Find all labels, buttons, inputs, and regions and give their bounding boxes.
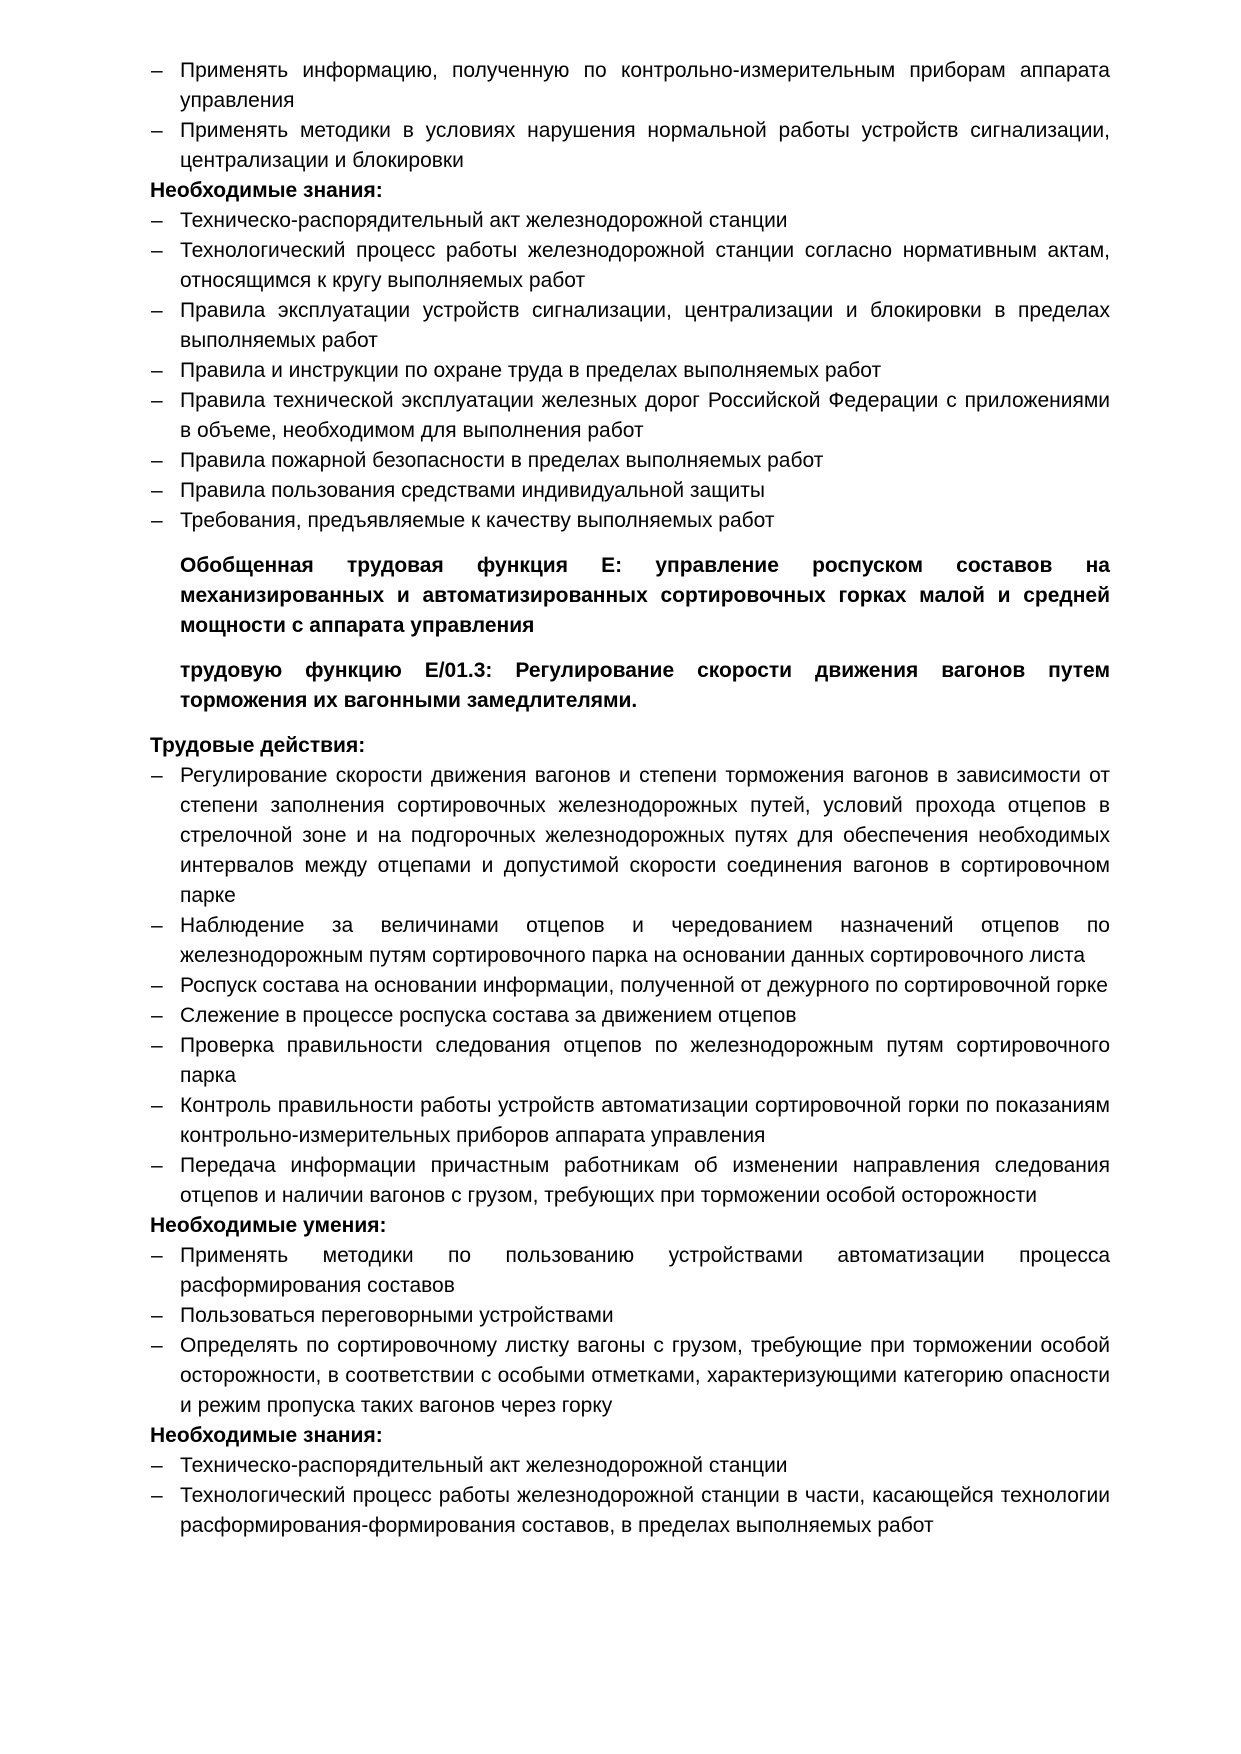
bullet-item bbox=[150, 206, 1110, 236]
bullet-item bbox=[150, 1301, 1110, 1331]
bullet-item bbox=[150, 1091, 1110, 1151]
document-page bbox=[150, 56, 1110, 1541]
section-label: Необходимые знания: bbox=[150, 179, 383, 202]
bullet-item bbox=[150, 446, 1110, 476]
bullet-item bbox=[150, 1331, 1110, 1421]
bullet-text: Правила пожарной безопасности в пределах выполняемых работ bbox=[180, 449, 824, 472]
bullet-item bbox=[150, 1001, 1110, 1031]
bullet-item bbox=[150, 476, 1110, 506]
bold-heading: Обобщенная трудовая функция Е: управление роспуском составов на механизированных и автоматизированных сортировочных горках малой и средней мощности с аппарата управления bbox=[180, 554, 1110, 637]
bullet-item bbox=[150, 56, 1110, 116]
bullet-text: Регулирование скорости движения вагонов и степени торможения вагонов в зависимости от степени заполнения сортировочных железнодорожных путей, условий прохода отцепов в стрелочной зоне и на подгорочных железнодорожных путях для обеспечения необходимых интервалов между отцепами и допустимой скорости соединения вагонов в сортировочном парке bbox=[180, 764, 1110, 907]
bullet-marker: – bbox=[151, 509, 163, 532]
bullet-marker: – bbox=[151, 1094, 163, 1117]
section-label: Необходимые знания: bbox=[150, 1424, 383, 1447]
bullet-text: Роспуск состава на основании информации, полученной от дежурного по сортировочной горке bbox=[180, 974, 1108, 997]
bullet-item bbox=[150, 506, 1110, 536]
bullet-text: Технологический процесс работы железнодорожной станции согласно нормативным актам, относящимся к кругу выполняемых работ bbox=[180, 239, 1110, 292]
bullet-item bbox=[150, 1151, 1110, 1211]
paragraph-spacer bbox=[150, 536, 1110, 551]
bullet-marker: – bbox=[151, 449, 163, 472]
bullet-text: Слежение в процессе роспуска состава за движением отцепов bbox=[180, 1004, 797, 1027]
bullet-item bbox=[150, 1481, 1110, 1541]
bullet-text: Правила пользования средствами индивидуальной защиты bbox=[180, 479, 765, 502]
bullet-marker: – bbox=[151, 1484, 163, 1507]
bold-heading: трудовую функцию Е/01.3: Регулирование скорости движения вагонов путем торможения их вагонными замедлителями. bbox=[180, 659, 1110, 712]
section-label: Трудовые действия: bbox=[150, 734, 366, 757]
bullet-text: Применять методики в условиях нарушения нормальной работы устройств сигнализации, централизации и блокировки bbox=[180, 119, 1110, 172]
bullet-text: Требования, предъявляемые к качеству выполняемых работ bbox=[180, 509, 775, 532]
bullet-text: Применять информацию, полученную по контрольно-измерительным приборам аппарата управления bbox=[180, 59, 1110, 112]
bullet-item bbox=[150, 911, 1110, 971]
bullet-marker: – bbox=[151, 359, 163, 382]
bullet-marker: – bbox=[151, 1034, 163, 1057]
bullet-marker: – bbox=[151, 209, 163, 232]
bullet-text: Правила технической эксплуатации железных дорог Российской Федерации с приложениями в объеме, необходимом для выполнения работ bbox=[180, 389, 1110, 442]
bullet-marker: – bbox=[151, 1004, 163, 1027]
bullet-marker: – bbox=[151, 1454, 163, 1477]
bullet-marker: – bbox=[151, 119, 163, 142]
bullet-text: Технологический процесс работы железнодорожной станции в части, касающейся технологии расформирования-формирования составов, в пределах выполняемых работ bbox=[180, 1484, 1110, 1537]
paragraph-spacer bbox=[150, 716, 1110, 731]
bullet-marker: – bbox=[151, 974, 163, 997]
bullet-marker: – bbox=[151, 914, 163, 937]
bullet-text: Проверка правильности следования отцепов по железнодорожным путям сортировочного парка bbox=[180, 1034, 1110, 1087]
bullet-item bbox=[150, 1241, 1110, 1301]
bullet-text: Правила эксплуатации устройств сигнализации, централизации и блокировки в пределах выполняемых работ bbox=[180, 299, 1110, 352]
bullet-text: Наблюдение за величинами отцепов и чередованием назначений отцепов по железнодорожным путям сортировочного парка на основании данных сортировочного листа bbox=[180, 914, 1110, 967]
bullet-marker: – bbox=[151, 239, 163, 262]
bullet-marker: – bbox=[151, 1304, 163, 1327]
bullet-marker: – bbox=[151, 59, 163, 82]
bullet-item bbox=[150, 971, 1110, 1001]
bullet-item bbox=[150, 1451, 1110, 1481]
bullet-text: Пользоваться переговорными устройствами bbox=[180, 1304, 614, 1327]
section-label: Необходимые умения: bbox=[150, 1214, 387, 1237]
bullet-text: Техническо-распорядительный акт железнодорожной станции bbox=[180, 209, 788, 232]
bullet-marker: – bbox=[151, 389, 163, 412]
bullet-marker: – bbox=[151, 1244, 163, 1267]
bullet-marker: – bbox=[151, 1334, 163, 1357]
bullet-text: Контроль правильности работы устройств автоматизации сортировочной горки по показаниям контрольно-измерительных приборов аппарата управления bbox=[180, 1094, 1110, 1147]
bullet-item bbox=[150, 236, 1110, 296]
bullet-item bbox=[150, 296, 1110, 356]
bullet-item bbox=[150, 761, 1110, 911]
bullet-marker: – bbox=[151, 1154, 163, 1177]
paragraph-spacer bbox=[150, 641, 1110, 656]
bullet-item bbox=[150, 386, 1110, 446]
bullet-marker: – bbox=[151, 479, 163, 502]
bullet-text: Техническо-распорядительный акт железнодорожной станции bbox=[180, 1454, 788, 1477]
bullet-item bbox=[150, 356, 1110, 386]
bullet-marker: – bbox=[151, 299, 163, 322]
bullet-text: Применять методики по пользованию устройствами автоматизации процесса расформирования составов bbox=[180, 1244, 1110, 1297]
bullet-text: Определять по сортировочному листку вагоны с грузом, требующие при торможении особой осторожности, в соответствии с особыми отметками, характеризующими категорию опасности и режим пропуска таких вагонов через горку bbox=[180, 1334, 1110, 1417]
bullet-text: Правила и инструкции по охране труда в пределах выполняемых работ bbox=[180, 359, 882, 382]
bullet-text: Передача информации причастным работникам об изменении направления следования отцепов и наличии вагонов с грузом, требующих при торможении особой осторожности bbox=[180, 1154, 1110, 1207]
bullet-item bbox=[150, 116, 1110, 176]
bullet-item bbox=[150, 1031, 1110, 1091]
bullet-marker: – bbox=[151, 764, 163, 787]
